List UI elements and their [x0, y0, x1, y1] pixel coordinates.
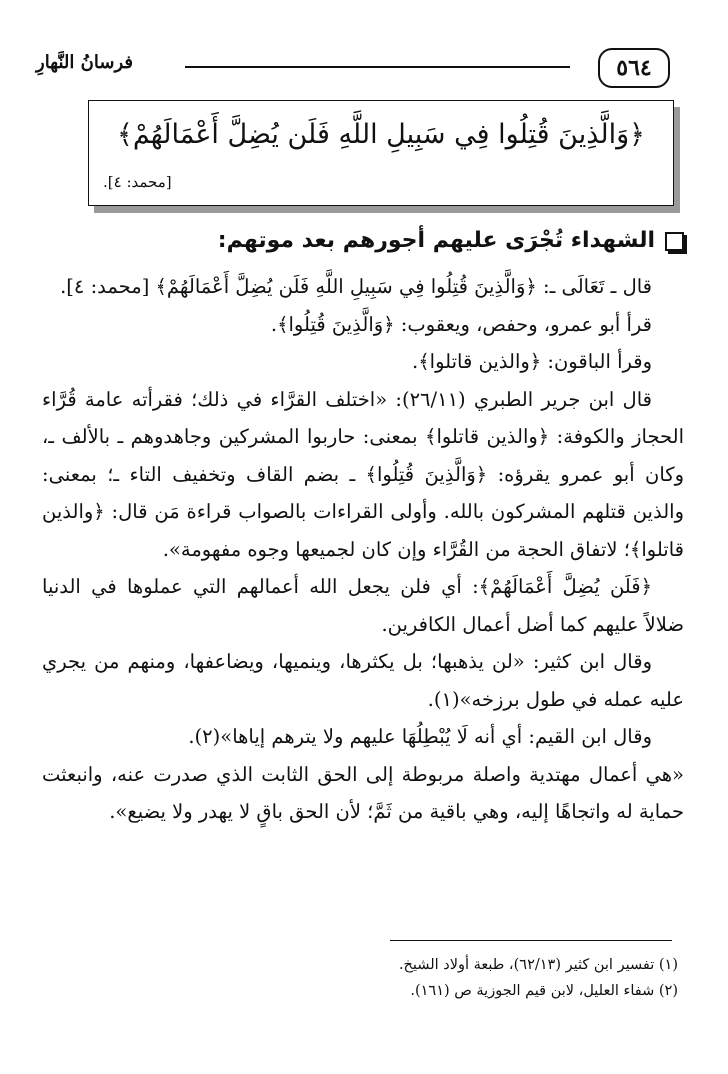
body-text [42, 268, 684, 831]
paragraph: ﴿فَلَن يُضِلَّ أَعْمَالَهُمْ﴾: أي فلن يجعل الله أعمالهم التي عملوها في الدنيا ضلالاً عليهم كما أضل أعمال الكافرين. [42, 575, 684, 636]
footnote-divider [390, 940, 672, 941]
paragraph: قال ابن جرير الطبري (٢٦/١١): «اختلف القرَّاء في ذلك؛ فقرأته عامة قُرَّاء الحجاز والكوفة: ﴿والذين قاتلوا﴾ بمعنى: حاربوا المشركين وجاهدوهم ـ بالألف ـ، وكان أبو عمرو يقرؤه: ﴿وَالَّذِينَ قُتِلُوا﴾ ـ بضم القاف وتخفيف التاء ـ؛ بمعنى: والذين قتلهم المشركون بالله. وأولى القراءات بالصواب قراءة مَن قال: ﴿والذين قاتلوا﴾؛ لاتفاق الحجة من القُرَّاء وإن كان لجميعها وجوه مفهومة». [42, 387, 684, 561]
quote-reference: [محمد: ٤]. [103, 173, 172, 191]
section-heading [60, 228, 684, 253]
paragraph: قال ـ تَعَالَى ـ: ﴿وَالَّذِينَ قُتِلُوا فِي سَبِيلِ اللَّهِ فَلَن يُضِلَّ أَعْمَالَهُمْ﴾ [محمد: ٤]. [60, 275, 652, 298]
header-rule [185, 66, 570, 68]
paragraph: وقال ابن القيم: أي أنه لَا يُبْطِلُهَا عليهم ولا يترهم إياها»(٢). [188, 725, 652, 748]
page-header [0, 48, 728, 88]
paragraph: «هي أعمال مهتدية واصلة مربوطة إلى الحق الثابت الذي صدرت عنه، وانبعثت حماية له واتجاهًا إليه، وهي باقية من ثَمَّ؛ لأن الحق باقٍ لا يهدر ولا يضيع». [42, 762, 684, 823]
footnote: (١) تفسير ابن كثير (٦٢/١٣)، طبعة أولاد الشيخ. [398, 957, 678, 973]
checkbox-bullet-icon [665, 232, 684, 251]
footnote: (٢) شفاء العليل، لابن قيم الجوزية ص (١٦١). [410, 983, 678, 999]
verse-quote-box [88, 100, 674, 206]
paragraph: وقال ابن كثير: «لن يذهبها؛ بل يكثرها، وينميها، ويضاعفها، ومنهم من يجري عليه عمله في طول برزخه»(١). [42, 650, 684, 711]
section-heading-text: الشهداء تُجْرَى عليهم أجورهم بعد موتهم: [217, 228, 655, 253]
paragraph: قرأ أبو عمرو، وحفص، ويعقوب: ﴿وَالَّذِينَ قُتِلُوا﴾. [270, 312, 652, 336]
page-number-badge: ٥٦٤ [598, 48, 670, 88]
running-title: فرسانُ النَّهارِ [36, 52, 133, 73]
footnotes [399, 952, 678, 1004]
quote-verse: ﴿وَالَّذِينَ قُتِلُوا فِي سَبِيلِ اللَّهِ فَلَن يُضِلَّ أَعْمَالَهُمْ﴾ [117, 119, 645, 150]
paragraph: وقرأ الباقون: ﴿والذين قاتلوا﴾. [412, 350, 652, 373]
